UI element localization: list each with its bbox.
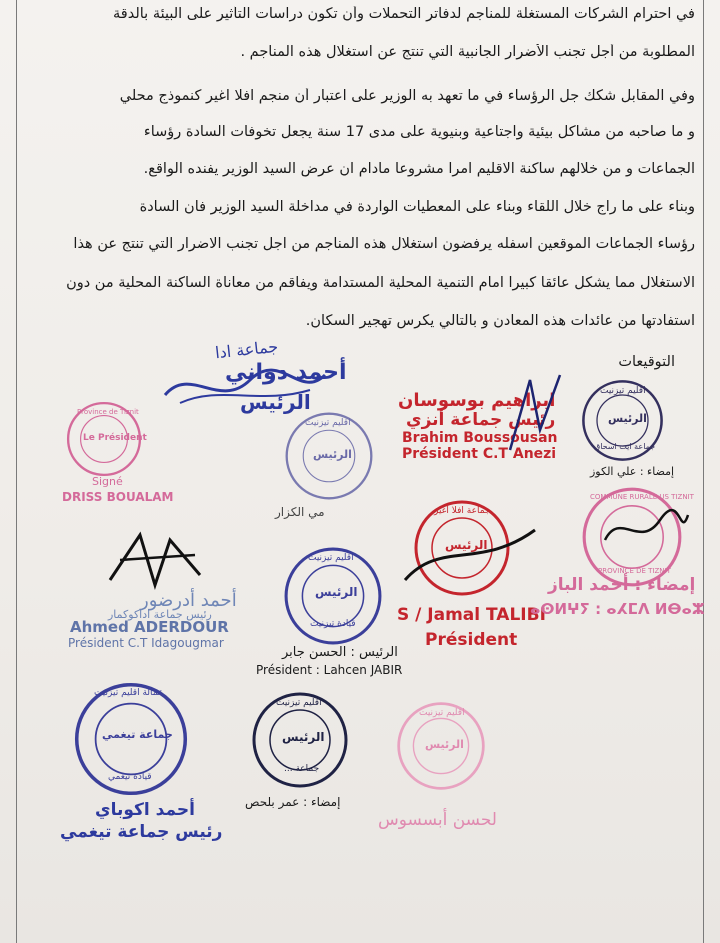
paragraph-line: الاستغلال مما يشكل عائقا كبيرا امام التنمية المحلية المستدامة ويفاقم من معاناة الساكنة المحلية من دون xyxy=(66,275,695,291)
tighmi-stamp-ring: عمالة اقليم تيزنيت xyxy=(94,688,164,698)
belhas-stamp xyxy=(250,690,350,790)
talibi-title: Président xyxy=(425,630,518,650)
boussousan-fr-title: Président C.T Anezi xyxy=(402,446,557,462)
belhas-stamp-center: الرئيس xyxy=(282,730,325,744)
elkouz-caption: إمضاء : علي الكوز xyxy=(590,465,675,478)
tiznit-center-stamp xyxy=(283,410,375,502)
kazzar-caption: مي الكزار xyxy=(275,505,325,519)
paragraph-line: الجماعات و من خلالهم ساكنة الاقليم امرا مشروعا مادام ان عرض السيد الوزير يفنده الواقع. xyxy=(143,161,695,177)
aderdour-signature-scribble xyxy=(100,525,210,595)
boussousan-ar-title: رئيس جماعة أنزي xyxy=(406,410,556,430)
boussousan-ar-name: ابراهيم بوسوسان xyxy=(398,390,556,411)
commune-rurale-stamp-bottom: PROVINCE DE TIZNIT xyxy=(598,567,671,575)
paragraph-line: وبناء على ما راج خلال اللقاء وبناء على المعطيات الواردة في مداخلة السيد الوزير فان السادة xyxy=(139,199,695,215)
bouslami-stamp-top: Province de Tiznit xyxy=(77,408,139,416)
belhas-stamp-top: اقليم تيزنيت xyxy=(276,698,322,708)
albaz-caption: إمضاء : أحمد الباز xyxy=(548,575,696,595)
ait-ishaq-stamp-top: اقليم تيزنيت xyxy=(600,386,646,396)
dawani-signature-scribble xyxy=(160,355,330,415)
tiznit-stamp-center: الرئيس xyxy=(313,448,352,461)
akoubay-title: رئيس جماعة تيغمي xyxy=(60,822,223,842)
jabir-stamp xyxy=(282,545,384,647)
boussousan-signature-scribble xyxy=(500,370,570,460)
aderdour-ar-name: أحمد أدرضور xyxy=(140,590,237,611)
aderdour-ar-title: رئيس جماعة اداكوكمار xyxy=(108,608,212,621)
bouslami-stamp xyxy=(65,400,147,478)
abasous-stamp xyxy=(395,700,487,792)
belhas-caption: إمضاء : عمر بلحص xyxy=(245,795,341,809)
aderdour-fr-name: Ahmed ADERDOUR xyxy=(70,618,229,636)
albaz-tifinagh: ⴰⵙⵍⵖⵢ : ⴰⵃⵎⴷ ⵍⴱⴰⵣ xyxy=(530,600,705,618)
left-margin-line xyxy=(16,0,17,943)
commune-rurale-stamp-ring: COMMUNE RURALE US TIZNIT xyxy=(590,493,694,501)
abasous-stamp-top: اقليم تيزنيت xyxy=(419,708,465,718)
talibi-stamp-top: جماعة افلا اغير xyxy=(434,506,491,516)
talibi-name: S / Jamal TALIBI xyxy=(397,605,546,625)
paragraph-line: استفادتها من عائدات هذه المعادن و بالتالي يكرس تهجير السكان. xyxy=(305,313,695,329)
talibi-stamp-center: الرئيس xyxy=(445,538,488,552)
ait-ishaq-stamp xyxy=(580,378,665,463)
jabir-caption-ar: الرئيس : الحسن جابر xyxy=(282,645,398,660)
belhas-stamp-bottom: جماعة ... xyxy=(284,764,320,774)
dawani-title: الرئيس xyxy=(240,390,311,414)
paragraph-line: المطلوبة من أجل تجنب الأضرار الجانبية التي تنتج عن استغلال هذه المناجم . xyxy=(240,44,695,60)
signatures-heading: التوقيعات xyxy=(618,354,675,370)
ait-ishaq-stamp-center: الرئيس xyxy=(608,412,647,425)
talibi-signature-scribble xyxy=(400,520,540,590)
tighmi-stamp-bottom: قيادة تيغمي xyxy=(108,772,152,782)
akoubay-name: أحمد اكوباي xyxy=(95,800,195,820)
tiznit-stamp-ring: اقليم تيزنيت xyxy=(305,418,351,428)
jabir-caption-fr: Président : Lahcen JABIR xyxy=(256,663,403,677)
bouslami-stamp-center: Le Président xyxy=(83,433,147,443)
aderdour-fr-title: Président C.T Idagougmar xyxy=(68,636,224,650)
paragraph-line: و ما صاحبه من مشاكل بيئية واجتاعية وبنيوية على مدى 17 سنة يجعل تخوفات السادة رؤساء xyxy=(143,124,695,140)
paragraph-line: في احترام الشركات المستغلة للمناجم لدفاتر التحملات وأن تكون دراسات التأثير على البيئة بالدقة xyxy=(113,6,695,22)
tighmi-stamp-center: جماعة تيغمي xyxy=(102,728,173,741)
bouslami-signe: Signé xyxy=(92,475,123,488)
tighmi-stamp xyxy=(72,680,190,798)
ait-ishaq-stamp-bottom: جماعة ايت اسحاق xyxy=(594,442,656,451)
paragraph-line: رؤساء الجماعات الموقعين اسفله يرفضون استغلال هذه المناجم من اجل تجنب الاضرار التي تنتج عن هذا xyxy=(73,236,695,252)
jabir-stamp-bottom: قيادة تيزنيت xyxy=(310,619,356,629)
abasous-name: لحسن أبسسوس xyxy=(378,810,497,830)
right-margin-line xyxy=(703,0,704,943)
albaz-signature-scribble xyxy=(600,505,690,555)
dawani-handwritten-note: جماعة ادا xyxy=(214,336,280,363)
bouslami-name: DRISS BOUALAM xyxy=(62,490,174,504)
paragraph-line: وفي المقابل شكك جل الرؤساء في ما تعهد به الوزير على اعتبار أن منجم افلا اغير كنموذج محلي xyxy=(119,88,695,104)
boussousan-fr-name: Brahim Boussousan xyxy=(402,430,558,446)
abasous-stamp-center: الرئيس xyxy=(425,738,464,751)
jabir-stamp-top: اقليم تيزنيت xyxy=(308,553,354,563)
jabir-stamp-center: الرئيس xyxy=(315,585,358,599)
dawani-name: أحمد دواني xyxy=(225,360,347,385)
